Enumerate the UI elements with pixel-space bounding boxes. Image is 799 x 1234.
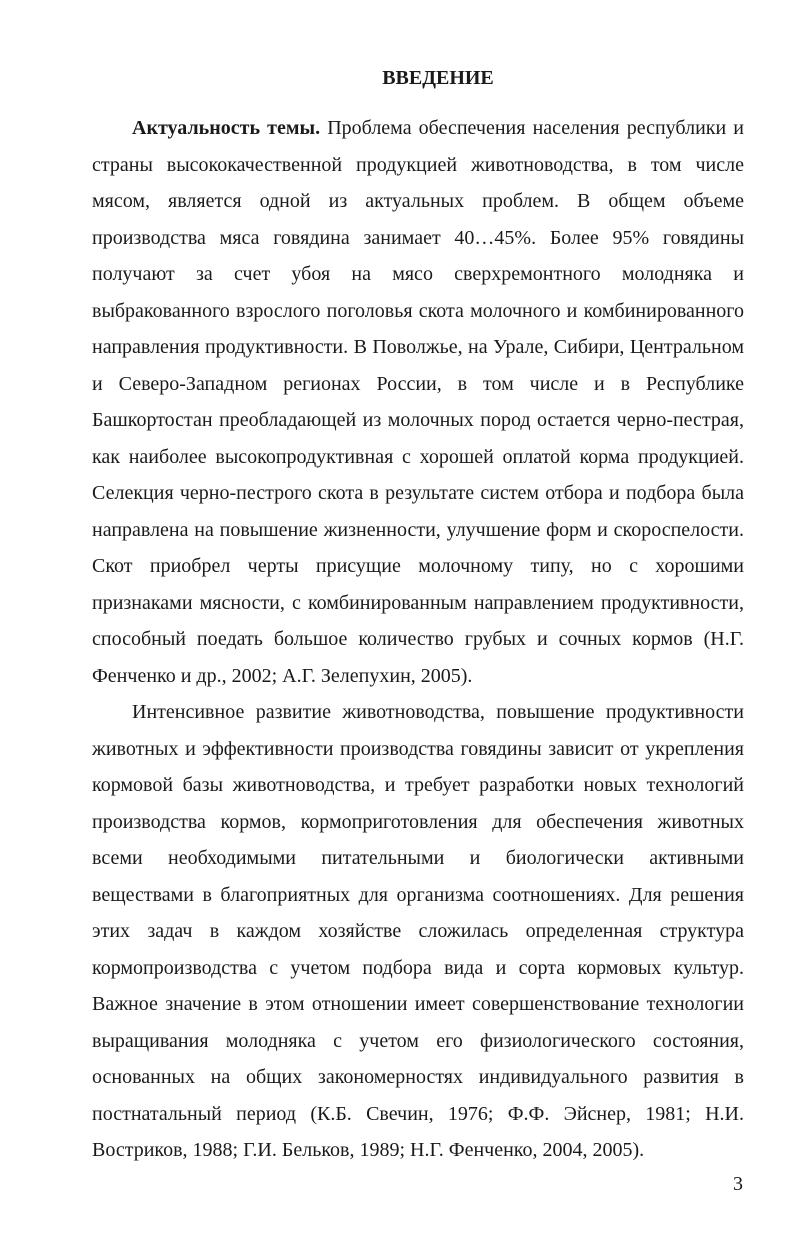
document-page <box>92 60 744 1169</box>
page-number: 3 <box>733 1173 743 1195</box>
paragraph-text: Проблема обеспечения населения республики и страны высококачественной продукцией животноводства, в том числе мясом, является одной из актуальных проблем. В общем объеме производства мяса говядина занимает 40…45%. Более 95% говядины получают за счет убоя на мясо сверхремонтного молодняка и выбракованного взрослого поголовья скота молочного и комбинированного направления продуктивности. В Поволжье, на Урале, Сибири, Центральном и Северо-Западном регионах России, в том числе и в Республике Башкортостан преобладающей из молочных пород остается черно-пестрая, как наиболее высокопродуктивная с хорошей оплатой корма продукцией. Селекция черно-пестрого скота в результате систем отбора и подбора была направлена на повышение жизненности, улучшение форм и скороспелости. Скот приобрел черты присущие молочному типу, но с хорошими признаками мясности, с комбинированным направлением продуктивности, способный поедать большое количество грубых и сочных кормов (Н.Г. Фенченко и др., 2002; А.Г. Зелепухин, 2005). <box>92 117 744 687</box>
paragraph-relevance <box>92 110 744 694</box>
page-title: ВВЕДЕНИЕ <box>382 67 494 89</box>
paragraph-lead: Актуальность темы. <box>132 117 321 139</box>
paragraph-text: Интенсивное развитие животноводства, повышение продуктивности животных и эффективности производства говядины зависит от укрепления кормовой базы животноводства, и требует разработки новых технологий производства кормов, кормоприготовления для обеспечения животных всеми необходимыми питательными и биологически активными веществами в благоприятных для организма соотношениях. Для решения этих задач в каждом хозяйстве сложилась определенная структура кормопроизводства с учетом подбора вида и сорта кормовых культур. Важное значение в этом отношении имеет совершенствование технологии выращивания молодняка с учетом его физиологического состояния, основанных на общих закономерностях индивидуального развития в постнатальный период (К.Б. Свечин, 1976; Ф.Ф. Эйснер, 1981; Н.И. Востриков, 1988; Г.И. Бельков, 1989; Н.Г. Фенченко, 2004, 2005). <box>92 701 744 1161</box>
paragraph-development <box>92 694 744 1169</box>
